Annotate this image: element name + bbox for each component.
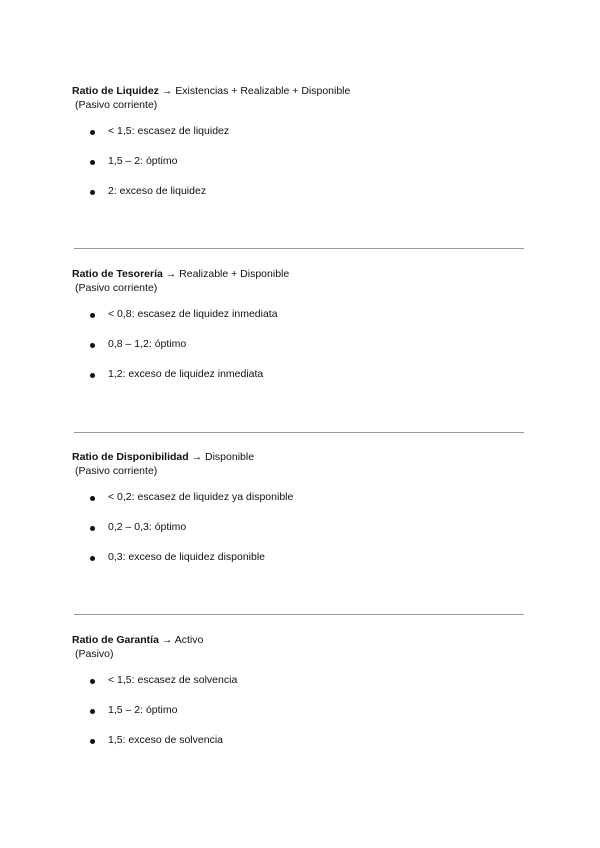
- list-item: [72, 673, 524, 703]
- horizontal-divider: [74, 248, 524, 249]
- range-list: [72, 124, 524, 214]
- bullet-icon: [90, 496, 95, 501]
- ratio-name: Ratio de Garantía: [72, 634, 159, 646]
- ratio-formula: → Realizable + Disponible: [162, 268, 290, 280]
- list-item: [72, 490, 524, 520]
- range-text: < 0,2: escasez de liquidez ya disponible: [108, 491, 294, 503]
- range-text: 0,2 – 0,3: óptimo: [108, 521, 187, 533]
- ratio-heading: [72, 84, 524, 98]
- ratio-heading: [72, 450, 524, 464]
- range-text: 1,2: exceso de liquidez inmediata: [108, 368, 264, 380]
- list-item: [72, 337, 524, 367]
- bullet-icon: [90, 343, 95, 348]
- ratio-section-liquidez: [72, 84, 524, 214]
- list-item: [72, 154, 524, 184]
- range-list: [72, 490, 524, 580]
- range-text: 0,8 – 1,2: óptimo: [108, 338, 187, 350]
- ratio-heading: [72, 633, 524, 647]
- range-text: < 1,5: escasez de solvencia: [108, 674, 238, 686]
- ratio-name: Ratio de Liquidez: [72, 85, 159, 97]
- bullet-icon: [90, 739, 95, 744]
- range-text: 2: exceso de liquidez: [108, 185, 207, 197]
- horizontal-divider: [74, 614, 524, 615]
- bullet-icon: [90, 679, 95, 684]
- ratio-formula: → Existencias + Realizable + Disponible: [158, 85, 351, 97]
- range-text: < 1,5: escasez de liquidez: [108, 125, 230, 137]
- bullet-icon: [90, 556, 95, 561]
- ratio-denominator: (Pasivo): [75, 648, 114, 660]
- range-list: [72, 673, 524, 763]
- list-item: [72, 550, 524, 580]
- range-text: < 0,8: escasez de liquidez inmediata: [108, 308, 278, 320]
- range-text: 1,5: exceso de solvencia: [108, 734, 223, 746]
- range-text: 1,5 – 2: óptimo: [108, 704, 178, 716]
- ratio-heading: [72, 267, 524, 281]
- bullet-icon: [90, 190, 95, 195]
- list-item: [72, 124, 524, 154]
- bullet-icon: [90, 313, 95, 318]
- ratio-name: Ratio de Tesorería: [72, 268, 163, 280]
- list-item: [72, 307, 524, 337]
- ratio-name: Ratio de Disponibilidad: [72, 451, 189, 463]
- list-item: [72, 520, 524, 550]
- list-item: [72, 184, 524, 214]
- range-list: [72, 307, 524, 397]
- ratio-denominator: (Pasivo corriente): [75, 99, 158, 111]
- ratio-denominator: (Pasivo corriente): [75, 465, 158, 477]
- bullet-icon: [90, 373, 95, 378]
- ratio-section-disponibilidad: [72, 450, 524, 580]
- ratio-formula: → Disponible: [188, 451, 255, 463]
- list-item: [72, 367, 524, 397]
- range-text: 0,3: exceso de liquidez disponible: [108, 551, 266, 563]
- ratio-section-garantia: [72, 633, 524, 763]
- bullet-icon: [90, 526, 95, 531]
- list-item: [72, 703, 524, 733]
- ratio-formula: → Activo: [158, 634, 204, 646]
- list-item: [72, 733, 524, 763]
- bullet-icon: [90, 160, 95, 165]
- ratio-section-tesoreria: [72, 267, 524, 397]
- bullet-icon: [90, 130, 95, 135]
- bullet-icon: [90, 709, 95, 714]
- horizontal-divider: [74, 432, 524, 433]
- ratio-denominator: (Pasivo corriente): [75, 282, 158, 294]
- range-text: 1,5 – 2: óptimo: [108, 155, 178, 167]
